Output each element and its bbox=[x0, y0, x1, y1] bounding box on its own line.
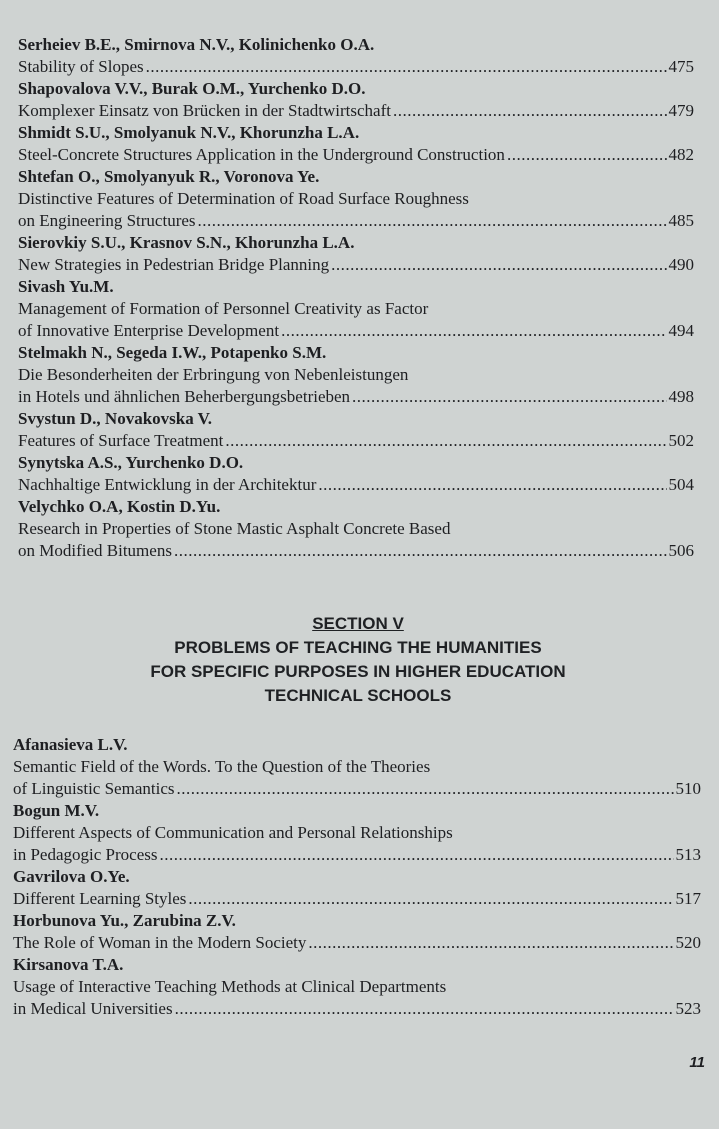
entry-title-final-line bbox=[18, 210, 694, 232]
entry-title-text: in Medical Universities bbox=[13, 999, 173, 1018]
entry-title-line: Management of Formation of Personnel Creativity as Factor bbox=[18, 299, 429, 318]
section-label: SECTION V bbox=[312, 614, 404, 633]
toc-entry bbox=[18, 166, 694, 232]
entry-title-final-line bbox=[18, 56, 694, 78]
section-heading-block bbox=[60, 612, 656, 708]
entry-title-final-line bbox=[13, 778, 701, 800]
entry-title-text: of Innovative Enterprise Development bbox=[18, 321, 280, 340]
entry-page-number: 510 bbox=[675, 779, 701, 798]
toc-entry bbox=[18, 34, 694, 78]
toc-entry bbox=[18, 232, 694, 276]
toc-entry bbox=[18, 452, 694, 496]
dot-leader bbox=[174, 540, 667, 562]
toc-entry bbox=[18, 276, 694, 342]
entry-page-number: 498 bbox=[668, 387, 694, 406]
entry-title-line: Die Besonderheiten der Erbringung von Nebenleistungen bbox=[18, 365, 409, 384]
page-number: 11 bbox=[689, 1054, 705, 1071]
entry-page-number: 523 bbox=[675, 999, 701, 1018]
dot-leader bbox=[176, 778, 673, 800]
entry-authors: Shtefan O., Smolyanyuk R., Voronova Ye. bbox=[18, 167, 320, 186]
entry-title-final-line bbox=[18, 254, 694, 276]
entry-title-text: on Modified Bitumens bbox=[18, 541, 172, 560]
entry-title-text: Different Learning Styles bbox=[13, 889, 187, 908]
entry-page-number: 482 bbox=[668, 145, 694, 164]
entry-title-text: of Linguistic Semantics bbox=[13, 779, 175, 798]
entry-page-number: 520 bbox=[675, 933, 701, 952]
entry-title-text: The Role of Woman in the Modern Society bbox=[13, 933, 307, 952]
entry-authors: Afanasieva L.V. bbox=[13, 735, 128, 754]
entry-authors: Sierovkiy S.U., Krasnov S.N., Khorunzha L.A. bbox=[18, 233, 355, 252]
entry-authors: Stelmakh N., Segeda I.W., Potapenko S.M. bbox=[18, 343, 327, 362]
entry-title-text: New Strategies in Pedestrian Bridge Planning bbox=[18, 255, 330, 274]
entry-page-number: 485 bbox=[668, 211, 694, 230]
entry-authors: Sivash Yu.M. bbox=[18, 277, 114, 296]
entry-title-text: Stability of Slopes bbox=[18, 57, 144, 76]
entry-title-text: Nachhaltige Entwicklung in der Architektur bbox=[18, 475, 317, 494]
section-title-line-3: TECHNICAL SCHOOLS bbox=[264, 686, 452, 705]
toc-entry bbox=[13, 734, 701, 800]
entry-page-number: 513 bbox=[675, 845, 701, 864]
dot-leader bbox=[352, 386, 666, 408]
entry-authors: Bogun M.V. bbox=[13, 801, 100, 820]
entry-title-line: Distinctive Features of Determination of Road Surface Roughness bbox=[18, 189, 469, 208]
entry-authors: Shmidt S.U., Smolyanuk N.V., Khorunzha L.A. bbox=[18, 123, 360, 142]
entry-title-text: Komplexer Einsatz von Brücken in der Stadtwirtschaft bbox=[18, 101, 391, 120]
entry-title-final-line bbox=[18, 320, 694, 342]
entry-title-final-line bbox=[13, 998, 701, 1020]
entry-title-final-line bbox=[18, 540, 694, 562]
toc-entry bbox=[18, 78, 694, 122]
dot-leader bbox=[175, 998, 674, 1020]
toc-list-bottom bbox=[13, 734, 701, 1020]
entry-title-final-line bbox=[13, 932, 701, 954]
entry-title-final-line bbox=[18, 386, 694, 408]
entry-title-line: Different Aspects of Communication and Personal Relationships bbox=[13, 823, 453, 842]
dot-leader bbox=[198, 210, 667, 232]
toc-entry bbox=[18, 122, 694, 166]
entry-page-number: 502 bbox=[668, 431, 694, 450]
entry-page-number: 490 bbox=[668, 255, 694, 274]
toc-list-top bbox=[18, 34, 694, 562]
section-title-line-2: FOR SPECIFIC PURPOSES IN HIGHER EDUCATION bbox=[150, 662, 566, 681]
entry-authors: Serheiev B.E., Smirnova N.V., Kolinichenko O.A. bbox=[18, 35, 375, 54]
entry-page-number: 479 bbox=[668, 101, 694, 120]
entry-title-final-line bbox=[13, 844, 701, 866]
dot-leader bbox=[225, 430, 666, 452]
toc-entry bbox=[18, 496, 694, 562]
toc-entry bbox=[13, 866, 701, 910]
entry-page-number: 494 bbox=[668, 321, 694, 340]
dot-leader bbox=[393, 100, 667, 122]
entry-authors: Svystun D., Novakovska V. bbox=[18, 409, 212, 428]
dot-leader bbox=[146, 56, 667, 78]
entry-title-text: in Hotels und ähnlichen Beherbergungsbetrieben bbox=[18, 387, 351, 406]
entry-title-line: Semantic Field of the Words. To the Question of the Theories bbox=[13, 757, 431, 776]
dot-leader bbox=[318, 474, 666, 496]
dot-leader bbox=[159, 844, 673, 866]
entry-authors: Shapovalova V.V., Burak O.M., Yurchenko D.O. bbox=[18, 79, 366, 98]
entry-authors: Gavrilova O.Ye. bbox=[13, 867, 130, 886]
entry-authors: Synytska A.S., Yurchenko D.O. bbox=[18, 453, 244, 472]
toc-entry bbox=[13, 800, 701, 866]
dot-leader bbox=[281, 320, 666, 342]
dot-leader bbox=[331, 254, 666, 276]
entry-title-final-line bbox=[13, 888, 701, 910]
toc-entry bbox=[18, 408, 694, 452]
entry-title-line: Usage of Interactive Teaching Methods at Clinical Departments bbox=[13, 977, 447, 996]
toc-entry bbox=[13, 954, 701, 1020]
toc-entry bbox=[13, 910, 701, 954]
entry-title-final-line bbox=[18, 430, 694, 452]
entry-title-final-line bbox=[18, 144, 694, 166]
dot-leader bbox=[507, 144, 667, 166]
section-title-line-1: PROBLEMS OF TEACHING THE HUMANITIES bbox=[174, 638, 542, 657]
entry-title-final-line bbox=[18, 100, 694, 122]
entry-page-number: 506 bbox=[668, 541, 694, 560]
entry-title-final-line bbox=[18, 474, 694, 496]
dot-leader bbox=[308, 932, 673, 954]
entry-authors: Horbunova Yu., Zarubina Z.V. bbox=[13, 911, 236, 930]
entry-authors: Velychko O.A, Kostin D.Yu. bbox=[18, 497, 221, 516]
entry-title-text: in Pedagogic Process bbox=[13, 845, 158, 864]
entry-title-text: Features of Surface Treatment bbox=[18, 431, 224, 450]
toc-entry bbox=[18, 342, 694, 408]
entry-authors: Kirsanova T.A. bbox=[13, 955, 124, 974]
entry-title-text: Steel-Concrete Structures Application in the Underground Construction bbox=[18, 145, 505, 164]
dot-leader bbox=[188, 888, 673, 910]
entry-page-number: 517 bbox=[675, 889, 701, 908]
entry-title-text: on Engineering Structures bbox=[18, 211, 196, 230]
entry-page-number: 504 bbox=[668, 475, 694, 494]
entry-page-number: 475 bbox=[668, 57, 694, 76]
entry-title-line: Research in Properties of Stone Mastic Asphalt Concrete Based bbox=[18, 519, 451, 538]
